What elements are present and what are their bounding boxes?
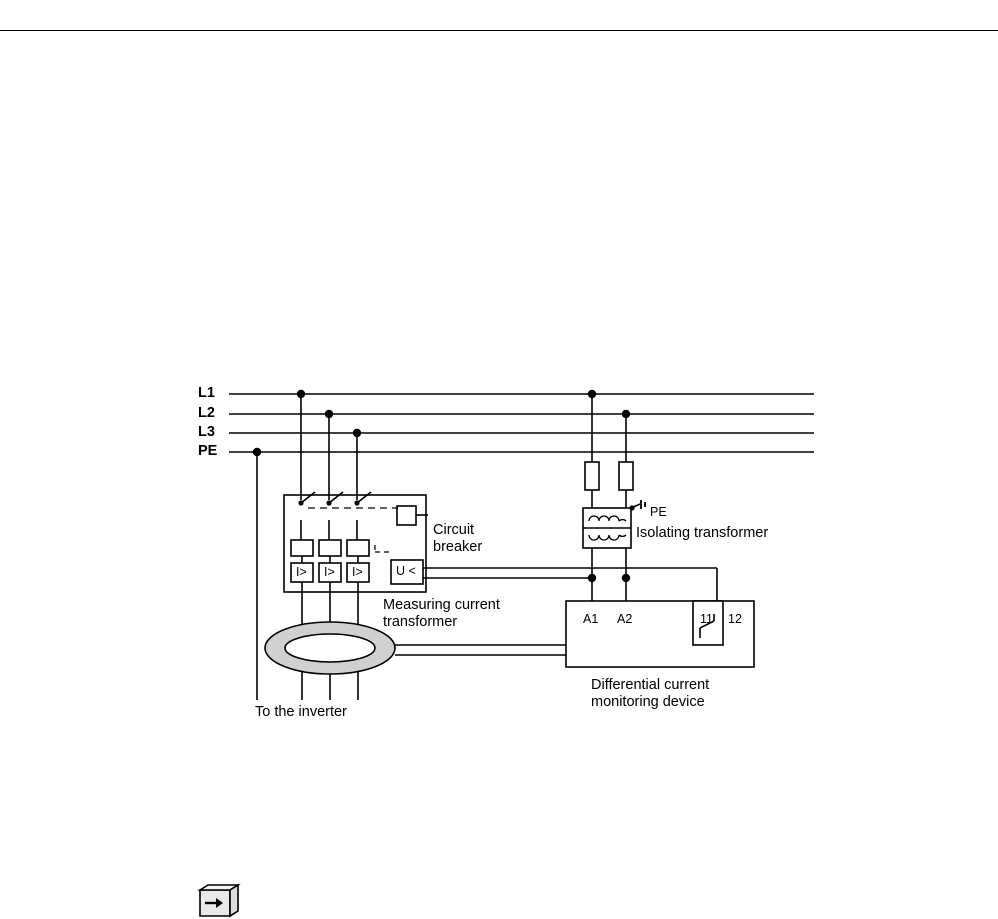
differential-current-monitoring-device-box xyxy=(566,601,754,667)
bus-label-l3: L3 xyxy=(198,424,215,440)
circuit-breaker-label-line2: breaker xyxy=(433,539,483,555)
junction-dot-pe-inverter xyxy=(253,448,261,456)
junction-dot-a2-branch xyxy=(622,574,630,582)
differential-device-label-line1: Differential current xyxy=(591,677,710,693)
differential-device-label-line2: monitoring device xyxy=(591,694,705,710)
measuring-current-transformer-label-line1: Measuring current xyxy=(383,597,500,613)
bus-label-l2: L2 xyxy=(198,405,215,421)
transformer-pe-label: PE xyxy=(650,505,667,519)
bus-label-pe: PE xyxy=(198,443,218,459)
junction-dot-a1-branch xyxy=(588,574,596,582)
junction-dot-l3-breaker xyxy=(353,429,361,437)
breaker-pole-marker-2: I> xyxy=(324,565,335,579)
bus-label-l1: L1 xyxy=(198,385,215,401)
device-terminal-a1: A1 xyxy=(583,612,599,626)
breaker-release-2 xyxy=(319,540,341,556)
measuring-current-transformer-inner xyxy=(285,634,375,662)
device-terminal-a2: A2 xyxy=(617,612,633,626)
junction-dot-l1-breaker xyxy=(297,390,305,398)
breaker-pole-marker-1: I> xyxy=(296,565,307,579)
page-turn-icon xyxy=(196,884,256,918)
circuit-breaker-label-line1: Circuit xyxy=(433,522,475,538)
breaker-pole-marker-3: I> xyxy=(352,565,363,579)
isolating-transformer-label: Isolating transformer xyxy=(636,525,769,541)
inverter-connection-label: To the inverter xyxy=(255,704,347,720)
measuring-current-transformer-label-line2: transformer xyxy=(383,614,458,630)
device-terminal-11: 11 xyxy=(700,612,713,626)
transformer-pe-dot xyxy=(629,505,634,510)
device-terminal-12: 12 xyxy=(728,612,742,626)
junction-dot-l2-breaker xyxy=(325,410,333,418)
fuse-1 xyxy=(585,462,599,490)
fuse-2 xyxy=(619,462,633,490)
breaker-release-3 xyxy=(347,540,369,556)
breaker-release-1 xyxy=(291,540,313,556)
undervoltage-release-label: U < xyxy=(396,564,416,578)
breaker-trip-unit xyxy=(397,506,416,525)
